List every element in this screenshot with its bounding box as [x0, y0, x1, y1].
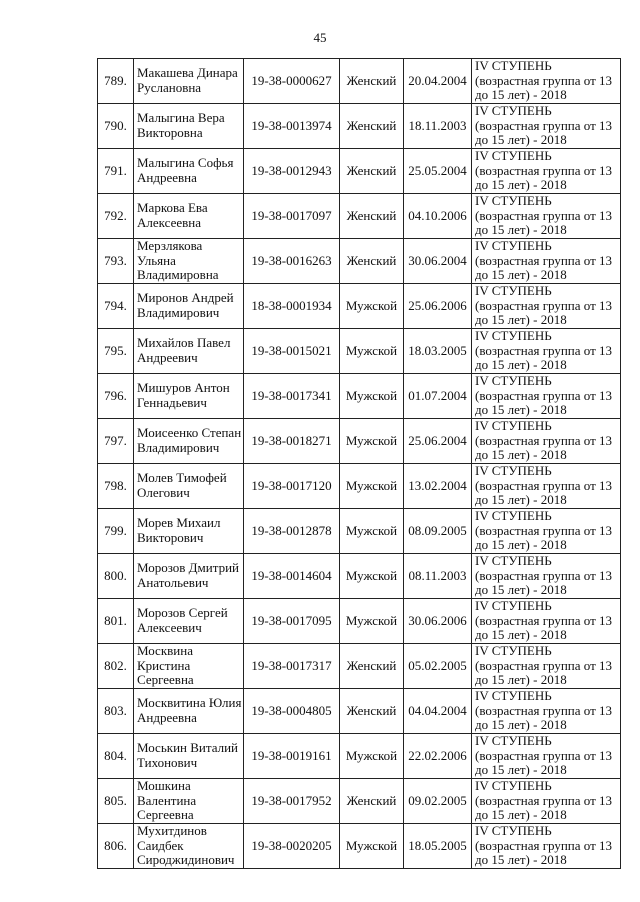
gto-level-line: (возрастная группа от 13 — [475, 657, 613, 673]
full-name-line: Сергеевна — [137, 807, 194, 823]
full-name-cell — [134, 554, 244, 599]
full-name-line: Сергеевна — [137, 672, 194, 688]
full-name-line: Саидбек — [137, 837, 184, 853]
row-number-cell: 806. — [98, 824, 134, 869]
row-number-cell: 802. — [98, 644, 134, 689]
participants-table — [97, 58, 621, 869]
gto-level-line: IV СТУПЕНЬ — [475, 733, 552, 749]
participant-id-cell: 18-38-0001934 — [244, 284, 340, 329]
participant-id-cell: 19-38-0017095 — [244, 599, 340, 644]
gto-level-cell — [472, 194, 621, 239]
full-name-cell — [134, 284, 244, 329]
full-name-line: Макашева Динара — [137, 65, 238, 81]
full-name-cell — [134, 599, 244, 644]
gto-level-line: IV СТУПЕНЬ — [475, 643, 552, 659]
birth-date-cell: 09.02.2005 — [404, 779, 472, 824]
participants-table-body — [98, 59, 621, 869]
table-row — [98, 329, 621, 374]
full-name-line: Геннадьевич — [137, 395, 207, 410]
participant-id-cell: 19-38-0000627 — [244, 59, 340, 104]
row-number-cell: 800. — [98, 554, 134, 599]
gto-level-line: (возрастная группа от 13 — [475, 387, 613, 403]
full-name-line: Ульяна — [137, 252, 176, 268]
birth-date-cell: 30.06.2004 — [404, 239, 472, 284]
full-name-line: Молев Тимофей — [137, 470, 227, 486]
full-name-line: Михайлов Павел — [137, 335, 231, 351]
row-number-cell: 793. — [98, 239, 134, 284]
gto-level-line: IV СТУПЕНЬ — [475, 328, 552, 344]
row-number-cell: 799. — [98, 509, 134, 554]
gto-level-cell — [472, 284, 621, 329]
full-name-cell — [134, 194, 244, 239]
full-name-line: Мишуров Антон — [137, 380, 230, 396]
page-number: 45 — [313, 30, 327, 45]
gto-level-line: до 15 лет) - 2018 — [475, 807, 567, 823]
gto-level-line: IV СТУПЕНЬ — [475, 463, 552, 479]
gender-cell: Женский — [340, 644, 404, 689]
table-row — [98, 734, 621, 779]
gto-level-line: (возрастная группа от 13 — [475, 72, 613, 88]
gto-level-line: до 15 лет) - 2018 — [475, 87, 567, 103]
birth-date-cell: 30.06.2006 — [404, 599, 472, 644]
birth-date-cell: 22.02.2006 — [404, 734, 472, 779]
gto-level-cell — [472, 689, 621, 734]
table-row — [98, 644, 621, 689]
row-number-cell: 801. — [98, 599, 134, 644]
gto-level-line: IV СТУПЕНЬ — [475, 373, 552, 389]
gender-cell: Мужской — [340, 374, 404, 419]
full-name-line: Москвина — [137, 643, 193, 659]
gender-cell: Мужской — [340, 599, 404, 644]
participant-id-cell: 19-38-0017952 — [244, 779, 340, 824]
participant-id-cell: 19-38-0020205 — [244, 824, 340, 869]
gender-cell: Женский — [340, 239, 404, 284]
gto-level-line: (возрастная группа от 13 — [475, 207, 613, 223]
gto-level-cell — [472, 554, 621, 599]
birth-date-cell: 08.09.2005 — [404, 509, 472, 554]
birth-date-cell: 25.06.2006 — [404, 284, 472, 329]
gto-level-line: (возрастная группа от 13 — [475, 702, 613, 718]
gender-cell: Мужской — [340, 734, 404, 779]
gender-cell: Женский — [340, 149, 404, 194]
birth-date-cell: 20.04.2004 — [404, 59, 472, 104]
gto-level-line: IV СТУПЕНЬ — [475, 148, 552, 164]
row-number-cell: 795. — [98, 329, 134, 374]
table-row — [98, 779, 621, 824]
gto-level-line: (возрастная группа от 13 — [475, 522, 613, 538]
full-name-cell — [134, 104, 244, 149]
full-name-line: Владимировна — [137, 267, 219, 283]
gto-level-line: (возрастная группа от 13 — [475, 162, 613, 178]
gto-level-line: IV СТУПЕНЬ — [475, 823, 552, 839]
table-row — [98, 599, 621, 644]
gto-level-line: до 15 лет) - 2018 — [475, 222, 567, 238]
gto-level-line: (возрастная группа от 13 — [475, 477, 613, 493]
gto-level-line: до 15 лет) - 2018 — [475, 312, 567, 328]
full-name-line: Владимирович — [137, 305, 220, 320]
table-row — [98, 284, 621, 329]
gto-level-line: IV СТУПЕНЬ — [475, 778, 552, 794]
gto-level-line: (возрастная группа от 13 — [475, 567, 613, 583]
gto-level-line: (возрастная группа от 13 — [475, 252, 613, 268]
full-name-cell — [134, 779, 244, 824]
full-name-line: Кристина — [137, 657, 191, 673]
gto-level-cell — [472, 599, 621, 644]
gto-level-line: IV СТУПЕНЬ — [475, 598, 552, 614]
gto-level-line: IV СТУПЕНЬ — [475, 688, 552, 704]
gender-cell: Мужской — [340, 464, 404, 509]
gto-level-line: (возрастная группа от 13 — [475, 792, 613, 808]
full-name-line: Мерзлякова — [137, 238, 203, 254]
table-row — [98, 509, 621, 554]
gto-level-cell — [472, 374, 621, 419]
participant-id-cell: 19-38-0014604 — [244, 554, 340, 599]
gender-cell: Мужской — [340, 824, 404, 869]
full-name-line: Андреевна — [137, 710, 197, 725]
gto-level-cell — [472, 464, 621, 509]
gto-level-line: (возрастная группа от 13 — [475, 747, 613, 763]
gender-cell: Мужской — [340, 329, 404, 374]
gender-cell: Женский — [340, 689, 404, 734]
full-name-line: Малыгина Вера — [137, 110, 225, 126]
gto-level-cell — [472, 149, 621, 194]
gto-level-cell — [472, 509, 621, 554]
full-name-line: Андреевна — [137, 170, 197, 185]
birth-date-cell: 01.07.2004 — [404, 374, 472, 419]
row-number-cell: 796. — [98, 374, 134, 419]
full-name-line: Моисеенко Степан — [137, 425, 242, 441]
gto-level-cell — [472, 779, 621, 824]
table-row — [98, 194, 621, 239]
full-name-line: Сироджидинович — [137, 852, 235, 868]
full-name-line: Малыгина Софья — [137, 155, 234, 171]
full-name-line: Викторовна — [137, 125, 203, 140]
participant-id-cell: 19-38-0015021 — [244, 329, 340, 374]
table-row — [98, 464, 621, 509]
birth-date-cell: 08.11.2003 — [404, 554, 472, 599]
full-name-line: Морозов Дмитрий — [137, 560, 239, 576]
participant-id-cell: 19-38-0004805 — [244, 689, 340, 734]
row-number-cell: 804. — [98, 734, 134, 779]
full-name-line: Владимирович — [137, 440, 220, 455]
full-name-cell — [134, 824, 244, 869]
birth-date-cell: 18.05.2005 — [404, 824, 472, 869]
gto-level-cell — [472, 329, 621, 374]
table-row — [98, 59, 621, 104]
full-name-cell — [134, 149, 244, 194]
full-name-line: Тихонович — [137, 755, 198, 770]
gto-level-line: IV СТУПЕНЬ — [475, 103, 552, 119]
row-number-cell: 805. — [98, 779, 134, 824]
gto-level-line: до 15 лет) - 2018 — [475, 267, 567, 283]
participant-id-cell: 19-38-0016263 — [244, 239, 340, 284]
full-name-line: Маркова Ева — [137, 200, 208, 216]
full-name-cell — [134, 59, 244, 104]
gto-level-line: IV СТУПЕНЬ — [475, 238, 552, 254]
full-name-cell — [134, 689, 244, 734]
full-name-line: Олегович — [137, 485, 190, 500]
full-name-cell — [134, 464, 244, 509]
gto-level-line: до 15 лет) - 2018 — [475, 852, 567, 868]
birth-date-cell: 25.06.2004 — [404, 419, 472, 464]
table-row — [98, 419, 621, 464]
row-number-cell: 803. — [98, 689, 134, 734]
gto-level-cell — [472, 734, 621, 779]
gto-level-line: (возрастная группа от 13 — [475, 297, 613, 313]
full-name-line: Андреевич — [137, 350, 198, 365]
participant-id-cell: 19-38-0017097 — [244, 194, 340, 239]
full-name-line: Мухитдинов — [137, 823, 207, 839]
full-name-line: Москвитина Юлия — [137, 695, 242, 711]
full-name-cell — [134, 374, 244, 419]
full-name-cell — [134, 239, 244, 284]
birth-date-cell: 04.04.2004 — [404, 689, 472, 734]
row-number-cell: 794. — [98, 284, 134, 329]
full-name-line: Викторович — [137, 530, 204, 545]
row-number-cell: 790. — [98, 104, 134, 149]
birth-date-cell: 25.05.2004 — [404, 149, 472, 194]
table-row — [98, 824, 621, 869]
gto-level-cell — [472, 419, 621, 464]
gto-level-line: (возрастная группа от 13 — [475, 432, 613, 448]
gto-level-line: до 15 лет) - 2018 — [475, 357, 567, 373]
gto-level-cell — [472, 104, 621, 149]
gto-level-line: до 15 лет) - 2018 — [475, 582, 567, 598]
row-number-cell: 789. — [98, 59, 134, 104]
gender-cell: Мужской — [340, 419, 404, 464]
full-name-cell — [134, 509, 244, 554]
row-number-cell: 798. — [98, 464, 134, 509]
gto-level-cell — [472, 644, 621, 689]
gto-level-line: до 15 лет) - 2018 — [475, 762, 567, 778]
birth-date-cell: 05.02.2005 — [404, 644, 472, 689]
gto-level-cell — [472, 824, 621, 869]
gender-cell: Женский — [340, 59, 404, 104]
gender-cell: Женский — [340, 104, 404, 149]
participant-id-cell: 19-38-0012943 — [244, 149, 340, 194]
gto-level-cell — [472, 239, 621, 284]
gto-level-cell — [472, 59, 621, 104]
gto-level-line: IV СТУПЕНЬ — [475, 58, 552, 74]
gto-level-line: IV СТУПЕНЬ — [475, 418, 552, 434]
row-number-cell: 791. — [98, 149, 134, 194]
gto-level-line: IV СТУПЕНЬ — [475, 508, 552, 524]
gender-cell: Мужской — [340, 509, 404, 554]
participant-id-cell: 19-38-0017317 — [244, 644, 340, 689]
participant-id-cell: 19-38-0013974 — [244, 104, 340, 149]
full-name-line: Морев Михаил — [137, 515, 221, 531]
full-name-line: Алексеевна — [137, 215, 201, 230]
gto-level-line: до 15 лет) - 2018 — [475, 177, 567, 193]
table-row — [98, 374, 621, 419]
gto-level-line: до 15 лет) - 2018 — [475, 132, 567, 148]
full-name-line: Валентина — [137, 792, 197, 808]
gto-level-line: IV СТУПЕНЬ — [475, 193, 552, 209]
gto-level-line: (возрастная группа от 13 — [475, 837, 613, 853]
birth-date-cell: 18.11.2003 — [404, 104, 472, 149]
participant-id-cell: 19-38-0017341 — [244, 374, 340, 419]
full-name-line: Алексеевич — [137, 620, 202, 635]
full-name-cell — [134, 644, 244, 689]
table-row — [98, 689, 621, 734]
full-name-line: Моськин Виталий — [137, 740, 238, 756]
birth-date-cell: 13.02.2004 — [404, 464, 472, 509]
gto-level-line: до 15 лет) - 2018 — [475, 447, 567, 463]
participant-id-cell: 19-38-0018271 — [244, 419, 340, 464]
gender-cell: Мужской — [340, 284, 404, 329]
participant-id-cell: 19-38-0012878 — [244, 509, 340, 554]
participant-id-cell: 19-38-0019161 — [244, 734, 340, 779]
gender-cell: Женский — [340, 194, 404, 239]
gto-level-line: до 15 лет) - 2018 — [475, 402, 567, 418]
participant-id-cell: 19-38-0017120 — [244, 464, 340, 509]
gto-level-line: IV СТУПЕНЬ — [475, 553, 552, 569]
gto-level-line: до 15 лет) - 2018 — [475, 537, 567, 553]
row-number-cell: 792. — [98, 194, 134, 239]
full-name-cell — [134, 419, 244, 464]
full-name-line: Анатольевич — [137, 575, 209, 590]
gto-level-line: (возрастная группа от 13 — [475, 117, 613, 133]
table-row — [98, 554, 621, 599]
full-name-cell — [134, 329, 244, 374]
gto-level-line: до 15 лет) - 2018 — [475, 672, 567, 688]
gender-cell: Женский — [340, 779, 404, 824]
table-row — [98, 239, 621, 284]
gto-level-line: (возрастная группа от 13 — [475, 612, 613, 628]
table-row — [98, 104, 621, 149]
gto-level-line: (возрастная группа от 13 — [475, 342, 613, 358]
table-row — [98, 149, 621, 194]
full-name-line: Морозов Сергей — [137, 605, 228, 621]
gto-level-line: IV СТУПЕНЬ — [475, 283, 552, 299]
birth-date-cell: 18.03.2005 — [404, 329, 472, 374]
birth-date-cell: 04.10.2006 — [404, 194, 472, 239]
gto-level-line: до 15 лет) - 2018 — [475, 717, 567, 733]
row-number-cell: 797. — [98, 419, 134, 464]
full-name-line: Миронов Андрей — [137, 290, 234, 306]
full-name-cell — [134, 734, 244, 779]
gto-level-line: до 15 лет) - 2018 — [475, 492, 567, 508]
gto-level-line: до 15 лет) - 2018 — [475, 627, 567, 643]
full-name-line: Руслановна — [137, 80, 202, 95]
gender-cell: Мужской — [340, 554, 404, 599]
full-name-line: Мошкина — [137, 778, 191, 794]
